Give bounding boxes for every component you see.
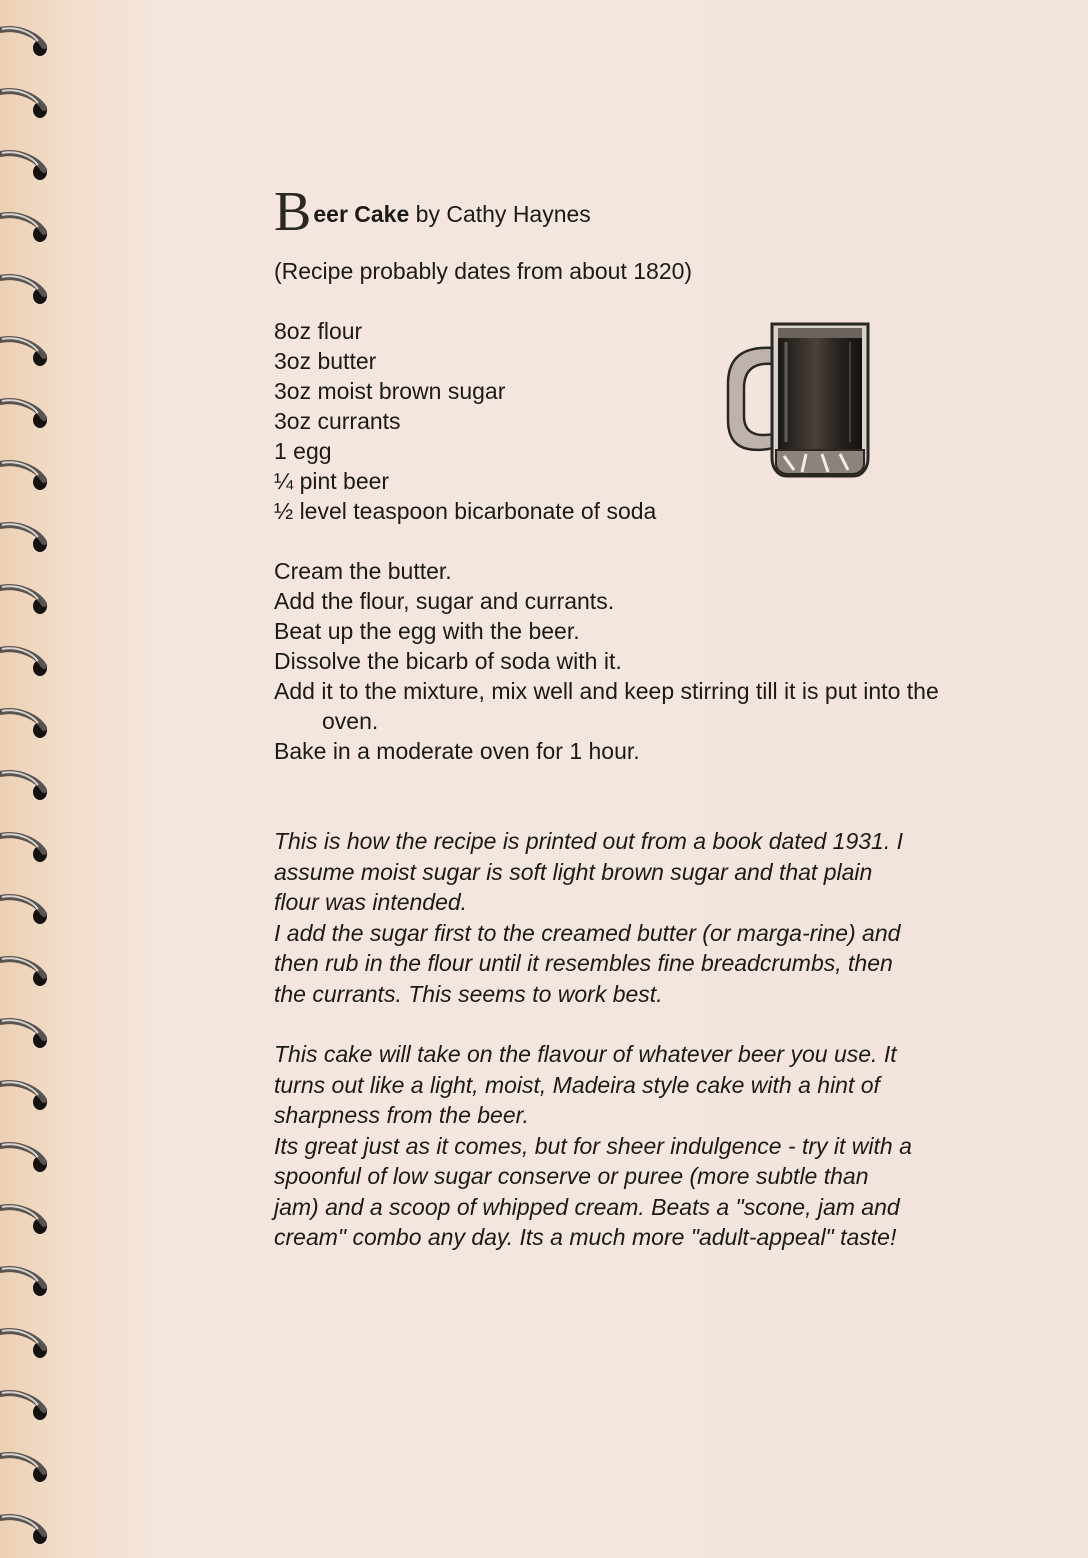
spiral-coil [0,1206,47,1234]
method-step: Bake in a moderate oven for 1 hour. [274,738,640,764]
ingredient-item: 8oz flour [274,318,363,344]
spiral-coil [0,214,47,242]
ingredient-item: ½ level teaspoon bicarbonate of soda [274,498,657,524]
note-text: This cake will take on the flavour of whatever beer you use. It turns out like a light, moist, Madeira style cake with a hint of sharpness from the beer. [274,1041,897,1128]
spiral-coil [0,958,47,986]
ingredient-item: 3oz currants [274,408,401,434]
spiral-coil [0,896,47,924]
spiral-coil [0,1454,47,1482]
title-name: eer Cake [313,201,410,227]
note-text: Its great just as it comes, but for sheer indulgence - try it with a spoonful of low sugar conserve or puree (more subtle than jam) and a scoop of whipped cream. Beats a "scone, jam and cream" combo any day. Its a much more "adult-appeal" taste! [274,1132,912,1250]
spiral-coil [0,152,47,180]
spiral-coil [0,28,47,56]
spiral-coil [0,772,47,800]
method-steps [274,556,954,766]
method-step: Add the flour, sugar and currants. [274,588,615,614]
spiral-coil [0,1144,47,1172]
method-step: Dissolve the bicarb of soda with it. [274,648,622,674]
beer-mug-icon [722,318,874,486]
spiral-coil [0,276,47,304]
method-step: Add it to the mixture, mix well and keep stirring till it is put into the oven. [274,678,939,734]
ingredient-item: 1 egg [274,438,332,464]
spiral-coil [0,834,47,862]
recipe-subtitle: (Recipe probably dates from about 1820) [274,258,693,284]
note-text: I add the sugar first to the creamed butter (or marga-rine) and then rub in the flour until it resembles fine breadcrumbs, then the currants. This seems to work best. [274,919,901,1007]
note-text: This is how the recipe is printed out from a book dated 1931. I assume moist sugar is soft light brown sugar and that plain flour was intended. [274,828,904,915]
spiral-coil [0,338,47,366]
spiral-coil [0,1268,47,1296]
spiral-coil [0,1020,47,1048]
recipe-notes [274,826,914,1253]
author-byline: by Cathy Haynes [409,201,591,227]
method-step: Cream the butter. [274,558,452,584]
method-step: Beat up the egg with the beer. [274,618,580,644]
spiral-coil [0,1082,47,1110]
spiral-coil [0,524,47,552]
spiral-coil [0,710,47,738]
ingredient-item: 3oz butter [274,348,377,374]
spiral-coil [0,586,47,614]
spiral-coil [0,1392,47,1420]
dropcap-letter: B [274,181,312,243]
ingredient-item: 3oz moist brown sugar [274,378,506,404]
spiral-binding [0,0,70,1558]
spiral-coil [0,1516,47,1544]
spiral-coil [0,648,47,676]
spiral-coil [0,1330,47,1358]
spiral-coil [0,462,47,490]
spiral-coil [0,400,47,428]
ingredient-item: ¼ pint beer [274,468,390,494]
recipe-title [274,181,954,243]
spiral-coil [0,90,47,118]
